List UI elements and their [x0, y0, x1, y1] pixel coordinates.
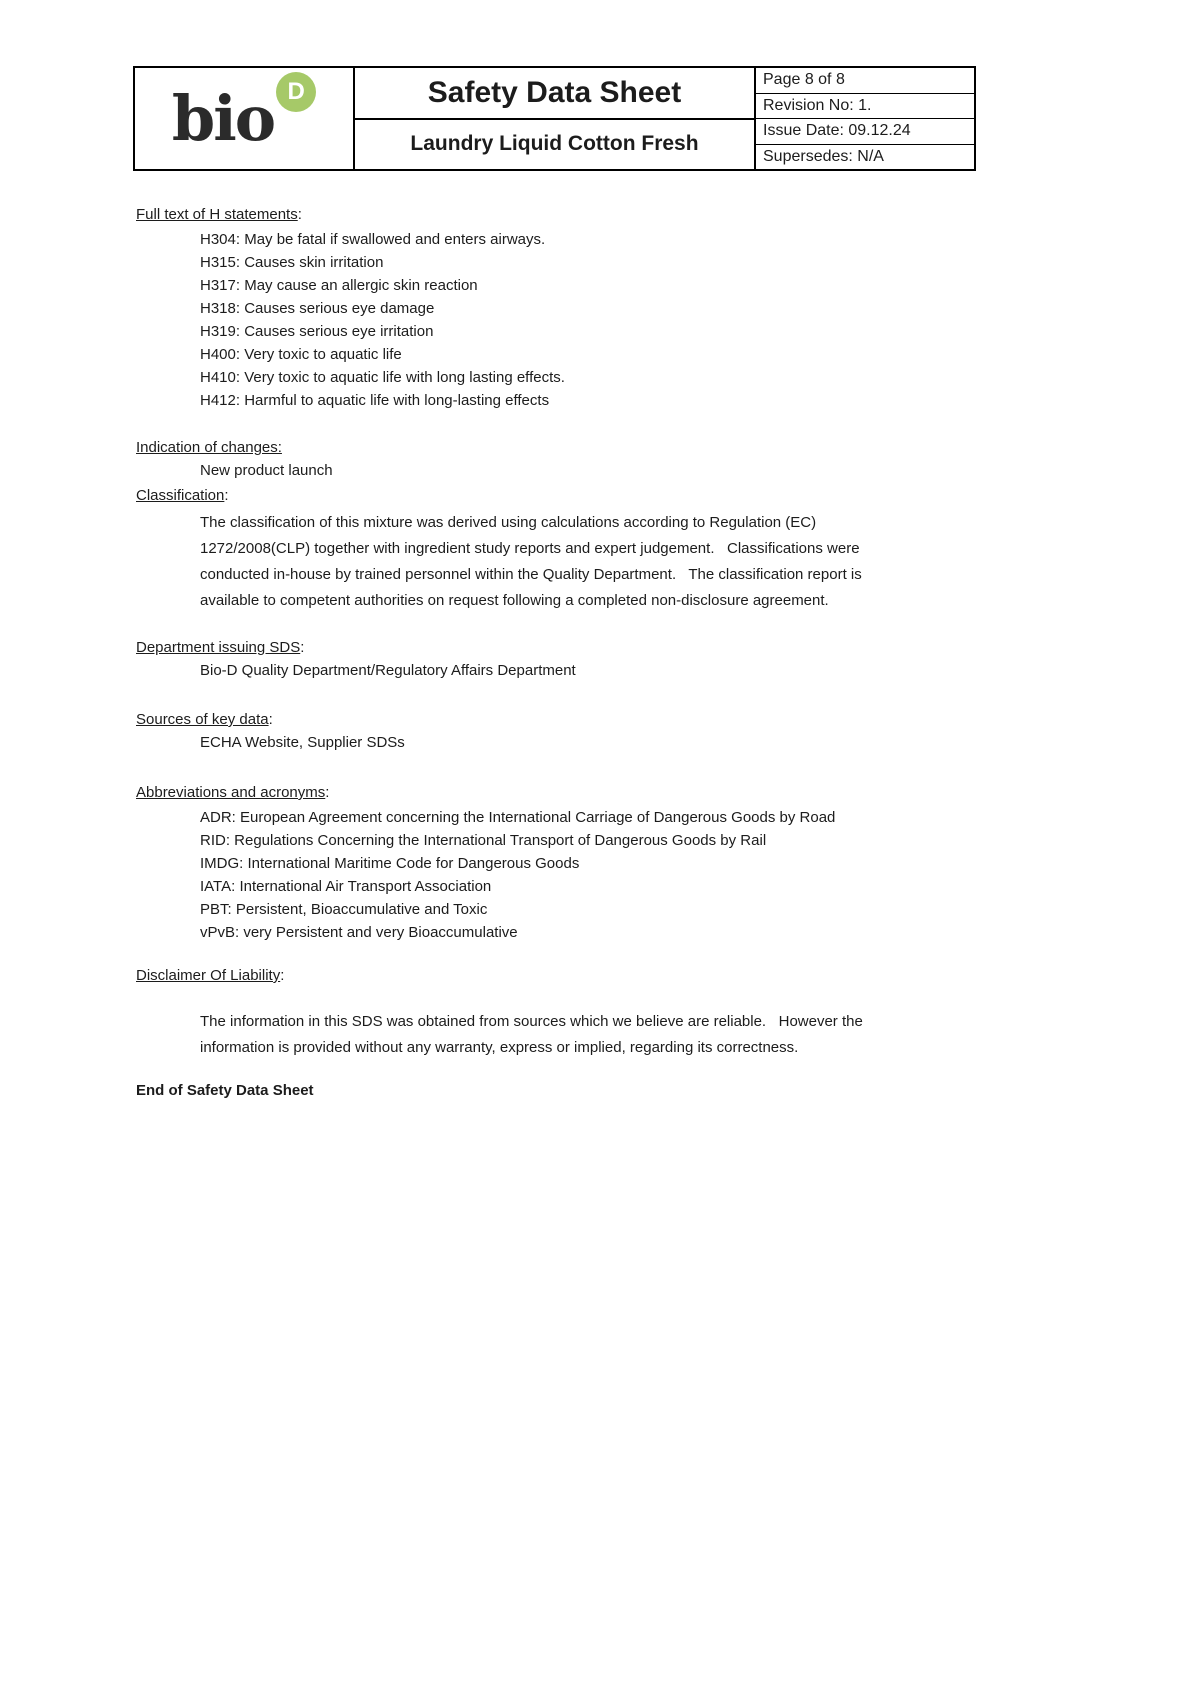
sds-header-table	[133, 66, 976, 171]
logo-d-badge-icon: D	[276, 72, 316, 112]
section-department-issuing-sds	[136, 636, 996, 682]
h-statement-item: H410: Very toxic to aquatic life with long lasting effects.	[200, 369, 565, 386]
h-statement-item: H304: May be fatal if swallowed and enters airways.	[200, 231, 546, 248]
h-statement-item: H315: Causes skin irritation	[200, 254, 384, 271]
paragraph-line: conducted in-house by trained personnel within the Quality Department. The classification report is	[200, 566, 862, 583]
h-statements-heading: Full text of H statements:	[136, 206, 302, 223]
h-statement-item: H412: Harmful to aquatic life with long-lasting effects	[200, 392, 550, 409]
h-statements-list	[200, 228, 996, 412]
product-name: Laundry Liquid Cotton Fresh	[355, 118, 754, 170]
section-disclaimer	[136, 964, 996, 1061]
sources-body: ECHA Website, Supplier SDSs	[200, 734, 405, 751]
header-meta-row: Page 8 of 8	[756, 68, 974, 94]
logo-cell	[135, 68, 353, 169]
classification-heading: Classification:	[136, 487, 229, 504]
abbreviation-item: ADR: European Agreement concerning the International Carriage of Dangerous Goods by Road	[200, 809, 836, 826]
document-body	[136, 170, 996, 1102]
indication-body: New product launch	[200, 462, 333, 479]
department-body: Bio-D Quality Department/Regulatory Affairs Department	[200, 662, 576, 679]
header-meta-row: Issue Date: 09.12.24	[756, 119, 974, 145]
header-meta-cell	[756, 68, 974, 169]
abbreviation-item: RID: Regulations Concerning the International Transport of Dangerous Goods by Rail	[200, 832, 767, 849]
section-indication-of-changes	[136, 436, 996, 482]
paragraph-line: The classification of this mixture was derived using calculations according to Regulation (EC)	[200, 514, 817, 531]
sources-heading: Sources of key data:	[136, 711, 273, 728]
abbreviations-list	[200, 806, 996, 944]
title-cell	[353, 68, 756, 169]
paragraph-line: 1272/2008(CLP) together with ingredient study reports and expert judgement. Classifications were	[200, 540, 860, 557]
header-meta-row: Revision No: 1.	[756, 94, 974, 120]
abbreviation-item: IMDG: International Maritime Code for Dangerous Goods	[200, 855, 580, 872]
h-statement-item: H319: Causes serious eye irritation	[200, 323, 434, 340]
end-of-sheet-label: End of Safety Data Sheet	[136, 1082, 314, 1099]
section-sources-of-key-data	[136, 708, 996, 754]
disclaimer-paragraph	[200, 1009, 996, 1061]
paragraph-line: information is provided without any warranty, express or implied, regarding its correctness.	[200, 1039, 799, 1056]
paragraph-line: The information in this SDS was obtained from sources which we believe are reliable. However the	[200, 1013, 863, 1030]
h-statement-item: H400: Very toxic to aquatic life	[200, 346, 402, 363]
abbreviations-heading: Abbreviations and acronyms:	[136, 784, 330, 801]
indication-heading: Indication of changes:	[136, 439, 282, 456]
header-meta-row: Supersedes: N/A	[763, 147, 884, 165]
section-classification	[136, 484, 996, 614]
paragraph-line: available to competent authorities on request following a completed non-disclosure agreement.	[200, 592, 829, 609]
abbreviation-item: vPvB: very Persistent and very Bioaccumulative	[200, 924, 518, 941]
h-statement-item: H318: Causes serious eye damage	[200, 300, 435, 317]
disclaimer-heading: Disclaimer Of Liability:	[136, 967, 285, 984]
classification-paragraph	[200, 510, 996, 614]
department-heading: Department issuing SDS:	[136, 639, 305, 656]
document-title: Safety Data Sheet	[427, 75, 682, 109]
abbreviation-item: PBT: Persistent, Bioaccumulative and Toxic	[200, 901, 488, 918]
abbreviation-item: IATA: International Air Transport Association	[200, 878, 492, 895]
section-h-statements	[136, 203, 996, 412]
section-abbreviations	[136, 781, 996, 944]
bio-d-logo	[171, 77, 316, 155]
h-statement-item: H317: May cause an allergic skin reaction	[200, 277, 478, 294]
logo-wordmark: bio	[171, 81, 275, 155]
